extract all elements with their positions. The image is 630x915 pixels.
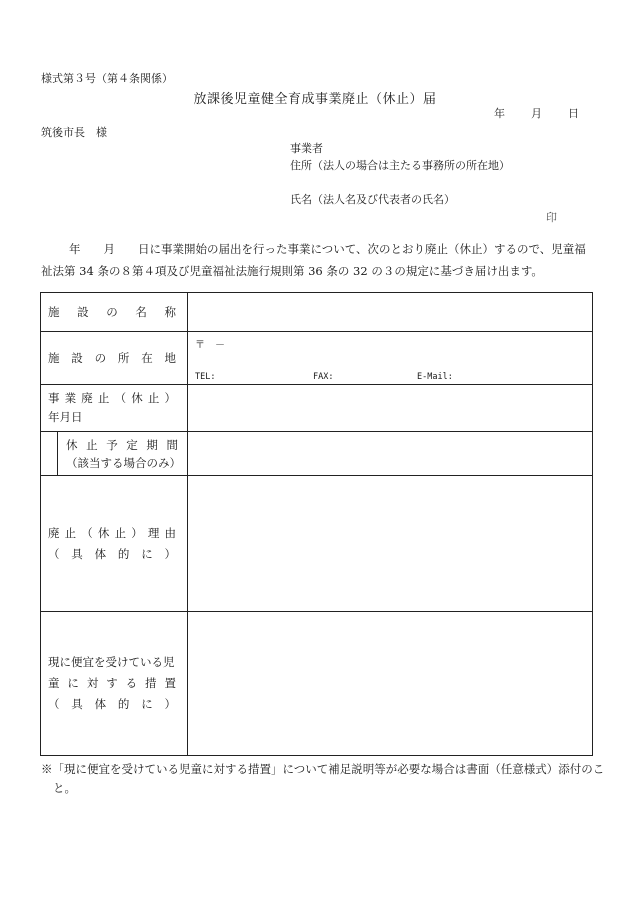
label-char: 止 bbox=[86, 437, 98, 452]
facility-name-field[interactable] bbox=[188, 293, 593, 332]
label-char: 対 bbox=[86, 676, 99, 690]
document-title: 放課後児童健全育成事業廃止（休止）届 bbox=[193, 92, 437, 107]
label-char: 業 bbox=[64, 391, 77, 405]
label-char: （ bbox=[114, 391, 127, 405]
statement-text: 年 月 日に事業開始の届出を行った事業について、次のとおり廃止（休止）するので、児童福祉法第 34 条の８第４項及び児童福祉法施行規則第 36 条の 32 の３の規定に基づき届け出ます。 bbox=[41, 242, 586, 278]
label-char: 定 bbox=[126, 437, 138, 452]
label-char: 休 bbox=[131, 391, 143, 405]
label-char: ） bbox=[164, 391, 176, 405]
suspension-period-label bbox=[41, 432, 188, 476]
date-month: 月 bbox=[531, 107, 542, 120]
spaced-label bbox=[48, 673, 176, 694]
date-day: 日 bbox=[568, 107, 579, 120]
label-char: 的 bbox=[117, 697, 130, 711]
label-char: 施 bbox=[48, 351, 60, 365]
label-char: ） bbox=[164, 697, 176, 711]
label-char: 止 bbox=[147, 391, 160, 405]
child-measures-line1: 現に便宜を受けている児 bbox=[48, 655, 175, 669]
facility-name-label bbox=[41, 293, 188, 332]
label-char: （ bbox=[48, 697, 60, 711]
label-char: 廃 bbox=[81, 391, 93, 405]
label-char: に bbox=[141, 697, 153, 711]
label-char: 童 bbox=[48, 676, 60, 690]
label-char: 具 bbox=[71, 546, 83, 561]
label-char: 地 bbox=[164, 351, 176, 365]
label-char: の bbox=[94, 351, 107, 365]
seal-mark: 印 bbox=[546, 211, 557, 224]
fax-label: FAX: bbox=[313, 372, 334, 382]
label-char: 事 bbox=[48, 391, 60, 405]
label-char: 的 bbox=[117, 546, 130, 561]
spaced-label bbox=[48, 350, 176, 366]
spaced-label bbox=[48, 544, 176, 565]
tel-label: TEL: bbox=[195, 372, 216, 382]
date-line bbox=[494, 105, 579, 121]
closure-reason-label bbox=[41, 476, 188, 612]
date-year: 年 bbox=[494, 107, 505, 120]
label-char: （ bbox=[81, 525, 93, 540]
label-char: 置 bbox=[164, 676, 176, 690]
label-char: 由 bbox=[164, 525, 176, 540]
label-char: 体 bbox=[94, 546, 107, 561]
addressee: 筑後市長 様 bbox=[41, 126, 107, 139]
footnote: ※「現に便宜を受けている児童に対する措置」について補足説明等が必要な場合は書面（任意様式）添付のこと。 bbox=[41, 762, 605, 795]
label-char: 所 bbox=[117, 351, 130, 365]
label-char: 間 bbox=[166, 437, 178, 452]
label-char: 廃 bbox=[48, 525, 60, 540]
child-measures-field[interactable] bbox=[188, 612, 593, 756]
contact-line bbox=[195, 372, 555, 382]
label-char: 具 bbox=[71, 697, 83, 711]
spaced-label bbox=[48, 389, 176, 408]
facility-address-label bbox=[41, 332, 188, 385]
suspension-period-field[interactable] bbox=[188, 432, 593, 476]
label-char: 予 bbox=[106, 437, 118, 452]
label-char: ） bbox=[164, 546, 176, 561]
label-char: に bbox=[67, 676, 79, 690]
label-char: 止 bbox=[64, 525, 77, 540]
form-number: 様式第３号（第４条関係） bbox=[41, 72, 173, 85]
label-char: 休 bbox=[97, 525, 110, 540]
applicant-block bbox=[290, 140, 610, 208]
closure-reason-field[interactable] bbox=[188, 476, 593, 612]
child-measures-label bbox=[41, 612, 188, 756]
applicant-address-label: 住所（法人の場合は主たる事務所の所在地） bbox=[290, 159, 510, 172]
label-char: 称 bbox=[164, 305, 176, 319]
label-char: 設 bbox=[77, 305, 89, 319]
spaced-label bbox=[48, 694, 176, 715]
label-char: 理 bbox=[147, 525, 160, 540]
closure-date-sub: 年月日 bbox=[48, 410, 83, 424]
label-char: 措 bbox=[145, 676, 157, 690]
label-char: す bbox=[106, 676, 118, 690]
closure-date-label bbox=[41, 385, 188, 432]
suspension-period-sub: （該当する場合のみ） bbox=[66, 455, 181, 470]
label-char: 設 bbox=[71, 351, 83, 365]
spaced-label bbox=[48, 523, 176, 544]
label-char: の bbox=[106, 305, 118, 319]
label-char: る bbox=[125, 676, 138, 690]
postal-code-mark: 〒 － bbox=[195, 340, 225, 351]
label-char: ） bbox=[131, 525, 143, 540]
label-char: 在 bbox=[141, 351, 153, 365]
label-char: 期 bbox=[146, 437, 158, 452]
applicant-label: 事業者 bbox=[290, 142, 323, 155]
form-table bbox=[40, 292, 593, 756]
label-char: 体 bbox=[94, 697, 107, 711]
label-char: （ bbox=[48, 546, 60, 561]
closure-date-field[interactable] bbox=[188, 385, 593, 432]
spaced-label bbox=[48, 304, 176, 320]
email-label: E-Mail: bbox=[417, 372, 453, 382]
label-char: 止 bbox=[114, 525, 127, 540]
label-char: 休 bbox=[66, 437, 78, 452]
label-char: 施 bbox=[48, 305, 60, 319]
label-char: 名 bbox=[135, 305, 147, 319]
spaced-label bbox=[66, 436, 178, 454]
facility-address-field[interactable] bbox=[188, 332, 593, 385]
label-char: に bbox=[141, 546, 153, 561]
label-char: 止 bbox=[97, 391, 110, 405]
applicant-name-label: 氏名（法人名及び代表者の氏名） bbox=[290, 193, 455, 206]
